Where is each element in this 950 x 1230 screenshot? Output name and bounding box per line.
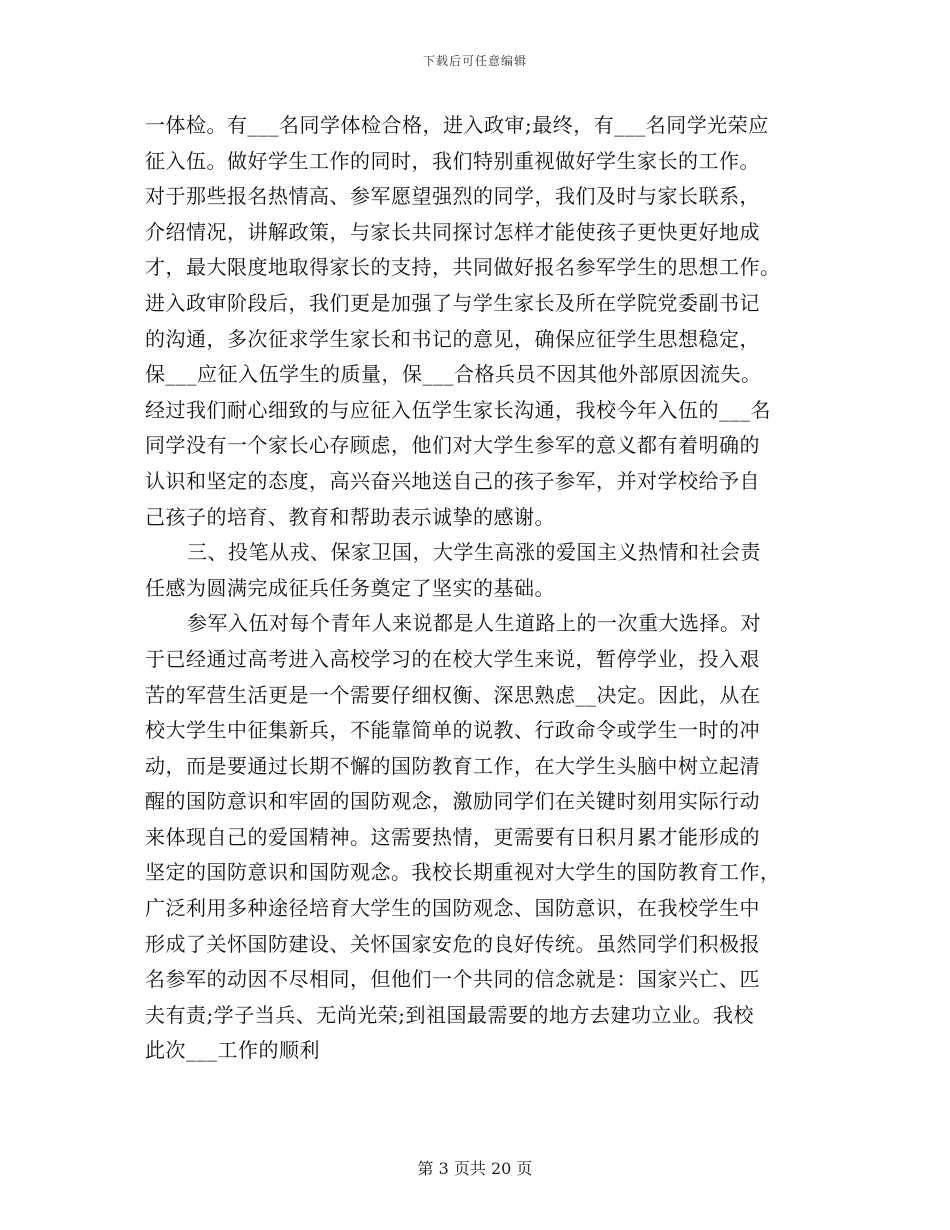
text-line: 来体现自己的爱国精神。这需要热情，更需要有日积月累才能形成的 [145, 824, 760, 849]
text-line: 一体检。有___名同学体检合格，进入政审;最终，有___名同学光荣应 [145, 113, 769, 137]
document-body [145, 108, 815, 1069]
section-heading-line: 三、投笔从戎、保家卫国，大学生高涨的爱国主义热情和社会责 [187, 540, 761, 565]
text-line: 的沟通，多次征求学生家长和书记的意见，确保应征学生思想稳定， [145, 326, 760, 351]
text-line: 经过我们耐心细致的与应征入伍学生家长沟通，我校今年入伍的___名 [145, 397, 771, 422]
text-line: 认识和坚定的态度，高兴奋兴地送自己的孩子参军，并对学校给予自 [145, 468, 760, 493]
text-line: 进入政审阶段后，我们更是加强了与学生家长及所在学院党委副书记 [145, 290, 760, 315]
text-line: 广泛利用多种途径培育大学生的国防观念、国防意识，在我校学生中 [145, 896, 760, 921]
text-line: 名参军的动因不尽相同，但他们一个共同的信念就是：国家兴亡、匹 [145, 967, 760, 992]
text-line: 苦的军营生活更是一个需要仔细权衡、深思熟虑__决定。因此，从在 [145, 682, 761, 707]
text-line: 形成了关怀国防建设、关怀国家安危的良好传统。虽然同学们积极报 [145, 931, 760, 956]
text-line: 此次___工作的顺利 [145, 1038, 320, 1063]
text-line: 才，最大限度地取得家长的支持，共同做好报名参军学生的思想工作。 [145, 255, 781, 280]
text-line: 保___应征入伍学生的质量，保___合格兵员不因其他外部原因流失。 [145, 362, 762, 387]
text-line: 任感为圆满完成征兵任务奠定了坚实的基础。 [145, 575, 555, 600]
text-line: 夫有责;学子当兵、无尚光荣;到祖国最需要的地方去建功立业。我校 [145, 1002, 754, 1027]
page-number-footer: 第 3 页共 20 页 [417, 1159, 533, 1178]
text-line: 介绍情况，讲解政策，与家长共同探讨怎样才能使孩子更快更好地成 [145, 219, 760, 244]
text-line: 对于那些报名热情高、参军愿望强烈的同学，我们及时与家长联系， [145, 184, 760, 209]
text-line: 同学没有一个家长心存顾虑，他们对大学生参军的意义都有着明确的 [145, 433, 760, 458]
text-line: 于已经通过高考进入高校学习的在校大学生来说，暂停学业，投入艰 [145, 646, 760, 671]
text-line: 醒的国防意识和牢固的国防观念，激励同学们在关键时刻用实际行动 [145, 789, 760, 814]
text-line: 坚定的国防意识和国防观念。我校长期重视对大学生的国防教育工作， [145, 860, 781, 885]
text-line: 己孩子的培育、教育和帮助表示诚挚的感谢。 [145, 504, 555, 529]
text-line: 征入伍。做好学生工作的同时，我们特别重视做好学生家长的工作。 [145, 148, 760, 173]
text-line: 校大学生中征集新兵，不能靠简单的说教、行政命令或学生一时的冲 [145, 718, 760, 743]
text-line: 动，而是要通过长期不懈的国防教育工作，在大学生头脑中树立起清 [145, 753, 760, 778]
paragraph-first-line: 参军入伍对每个青年人来说都是人生道路上的一次重大选择。对 [187, 611, 761, 636]
page-header: 下载后可任意编辑 [422, 54, 527, 68]
